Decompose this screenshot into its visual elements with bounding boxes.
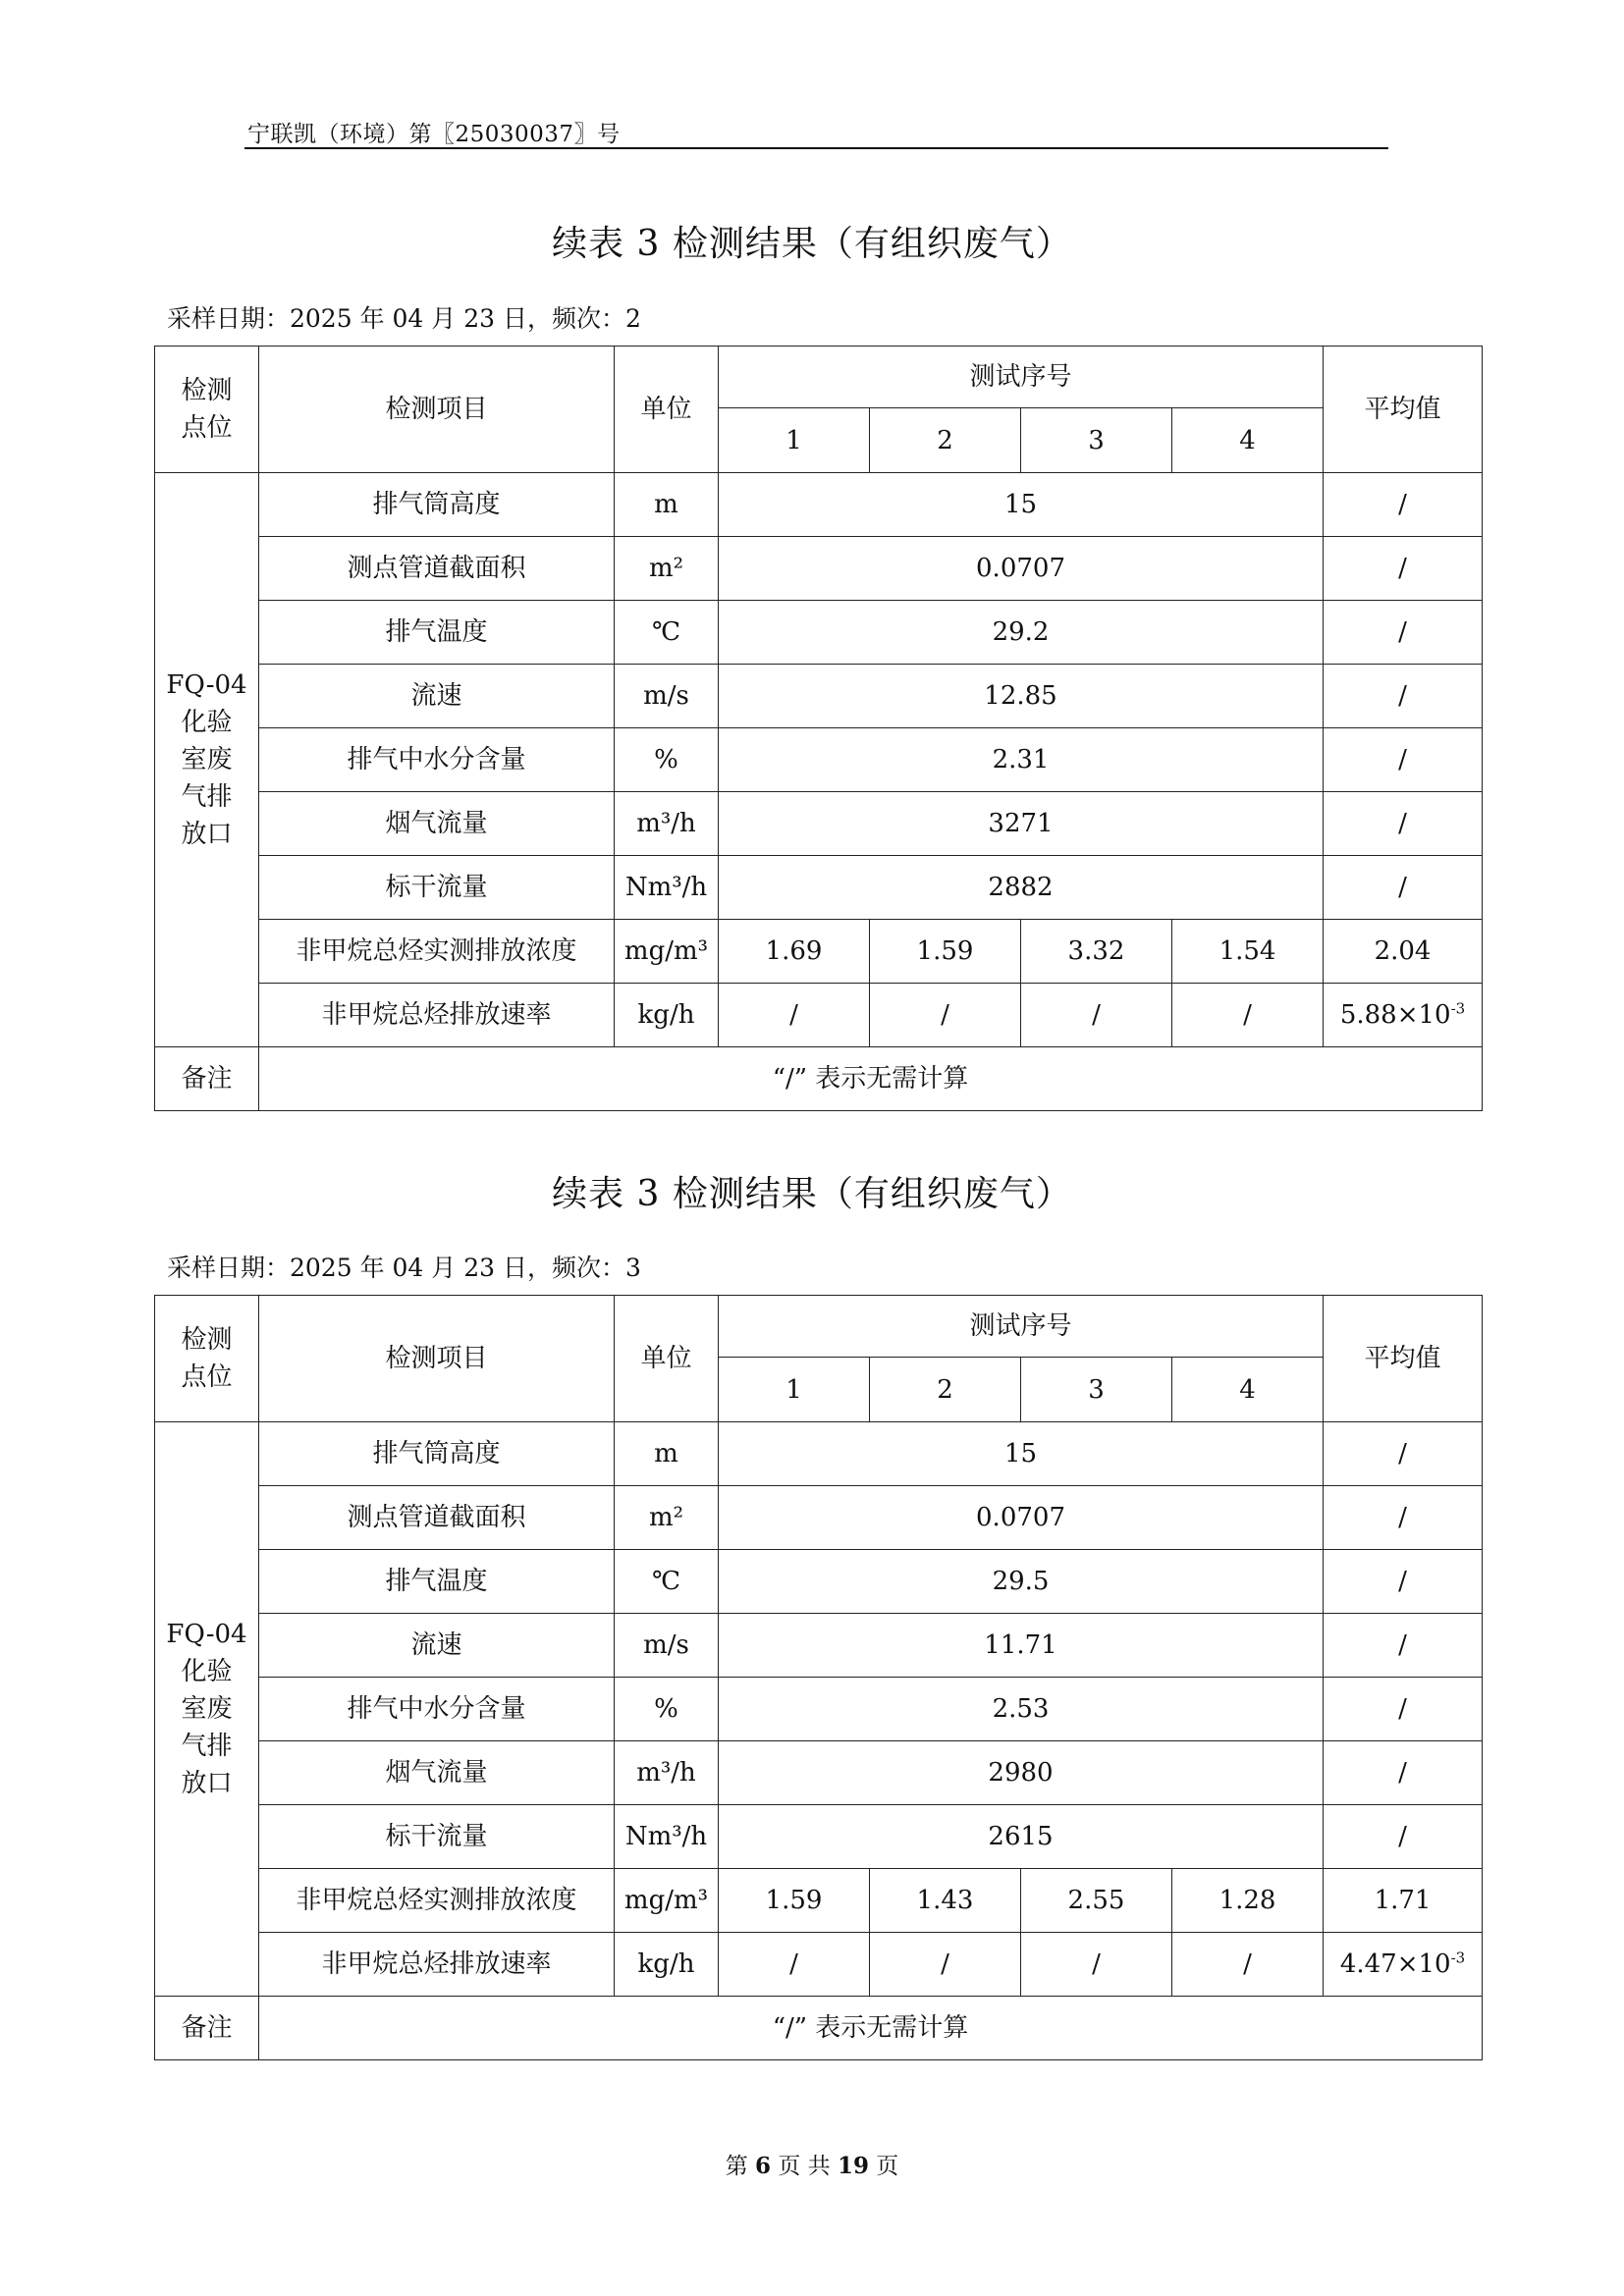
value: / [1172,1933,1324,1997]
average: / [1324,665,1483,728]
total-pages: 19 [837,2153,869,2179]
unit: ℃ [615,1550,719,1614]
table-row [155,920,1483,984]
average: / [1324,856,1483,920]
unit: m [615,1422,719,1486]
results-table-2 [154,1295,1483,2060]
test-number: 1 [719,408,870,473]
footer-middle: 页 共 [778,2154,831,2179]
footer-suffix: 页 [876,2154,899,2179]
table-row [155,1422,1483,1486]
table-row [155,984,1483,1047]
unit: kg/h [615,984,719,1047]
average: / [1324,601,1483,665]
value: / [719,1933,870,1997]
page-footer [0,2148,1624,2180]
average: / [1324,537,1483,601]
col-header-unit: 单位 [615,1296,719,1422]
average: / [1324,1486,1483,1550]
value: 2.55 [1021,1869,1172,1933]
average: / [1324,728,1483,792]
value: 2882 [719,856,1324,920]
table-row [155,1678,1483,1741]
unit: ℃ [615,601,719,665]
unit: m² [615,1486,719,1550]
item-name: 测点管道截面积 [259,537,615,601]
unit: mg/m³ [615,920,719,984]
average-mantissa: 5.88×10 [1339,1000,1451,1030]
value: / [1021,1933,1172,1997]
sampling-point: FQ-04 化验 室废 气排 放口 [155,473,259,1047]
average: / [1324,1614,1483,1678]
item-name: 排气筒高度 [259,473,615,537]
test-number: 2 [870,1358,1021,1422]
col-header-item: 检测项目 [259,1296,615,1422]
item-name: 流速 [259,1614,615,1678]
item-name: 流速 [259,665,615,728]
table-row [155,1933,1483,1997]
test-number: 4 [1172,408,1324,473]
header-rule [244,147,1388,149]
remark-label: 备注 [155,1047,259,1111]
col-header-item: 检测项目 [259,347,615,473]
value: / [1021,984,1172,1047]
table-row [155,601,1483,665]
average [1324,984,1483,1047]
col-header-average: 平均值 [1324,1296,1483,1422]
average [1324,1933,1483,1997]
results-table-1 [154,346,1483,1111]
value: / [1172,984,1324,1047]
test-number: 1 [719,1358,870,1422]
sampling-point: FQ-04 化验 室废 气排 放口 [155,1422,259,1997]
average: / [1324,1741,1483,1805]
remark-row [155,1047,1483,1111]
sample-info-1: 采样日期：2025 年 04 月 23 日，频次：2 [167,304,641,333]
unit: Nm³/h [615,856,719,920]
value: 15 [719,473,1324,537]
table-row [155,856,1483,920]
report-number: 宁联凯（环境）第〖25030037〗号 [247,122,621,147]
unit: m [615,473,719,537]
value: 2615 [719,1805,1324,1869]
page-number: 6 [755,2153,772,2179]
value: 3.32 [1021,920,1172,984]
value: 1.43 [870,1869,1021,1933]
value: 1.54 [1172,920,1324,984]
average: 1.71 [1324,1869,1483,1933]
unit: mg/m³ [615,1869,719,1933]
average: / [1324,1805,1483,1869]
footer-prefix: 第 [725,2154,748,2179]
unit: m³/h [615,1741,719,1805]
value: 1.59 [870,920,1021,984]
col-header-average: 平均值 [1324,347,1483,473]
average-exponent: -3 [1450,999,1466,1018]
unit: kg/h [615,1933,719,1997]
item-name: 排气中水分含量 [259,1678,615,1741]
value: 12.85 [719,665,1324,728]
value: / [719,984,870,1047]
value: / [870,1933,1021,1997]
average: / [1324,1678,1483,1741]
average: / [1324,473,1483,537]
remark-text: “/” 表示无需计算 [259,1997,1483,2060]
value: 2.53 [719,1678,1324,1741]
table-row [155,728,1483,792]
value: 1.28 [1172,1869,1324,1933]
table-row [155,1550,1483,1614]
value: 29.5 [719,1550,1324,1614]
col-header-unit: 单位 [615,347,719,473]
table-row [155,1805,1483,1869]
value: 2.31 [719,728,1324,792]
table-row [155,792,1483,856]
item-name: 排气中水分含量 [259,728,615,792]
table-row [155,537,1483,601]
item-name: 烟气流量 [259,792,615,856]
item-name: 测点管道截面积 [259,1486,615,1550]
average: / [1324,1550,1483,1614]
col-header-tests: 测试序号 [719,1296,1324,1358]
item-name: 标干流量 [259,856,615,920]
test-number: 3 [1021,408,1172,473]
value: 15 [719,1422,1324,1486]
col-header-point: 检测 点位 [155,1296,259,1422]
value: / [870,984,1021,1047]
col-header-tests: 测试序号 [719,347,1324,408]
item-name: 非甲烷总烃实测排放浓度 [259,1869,615,1933]
item-name: 非甲烷总烃排放速率 [259,984,615,1047]
table-title-2: 续表 3 检测结果（有组织废气） [552,1174,1072,1214]
average-mantissa: 4.47×10 [1339,1949,1451,1979]
item-name: 非甲烷总烃排放速率 [259,1933,615,1997]
table-title-1: 续表 3 检测结果（有组织废气） [552,224,1072,264]
value: 29.2 [719,601,1324,665]
remark-text: “/” 表示无需计算 [259,1047,1483,1111]
table-row [155,1486,1483,1550]
unit: m² [615,537,719,601]
value: 11.71 [719,1614,1324,1678]
value: 3271 [719,792,1324,856]
test-number: 3 [1021,1358,1172,1422]
value: 0.0707 [719,1486,1324,1550]
unit: % [615,1678,719,1741]
unit: Nm³/h [615,1805,719,1869]
average: 2.04 [1324,920,1483,984]
item-name: 烟气流量 [259,1741,615,1805]
table-row [155,665,1483,728]
unit: m/s [615,665,719,728]
unit: % [615,728,719,792]
test-number: 4 [1172,1358,1324,1422]
table-row [155,473,1483,537]
table-row [155,1741,1483,1805]
value: 1.69 [719,920,870,984]
unit: m³/h [615,792,719,856]
item-name: 非甲烷总烃实测排放浓度 [259,920,615,984]
sample-info-2: 采样日期：2025 年 04 月 23 日，频次：3 [167,1254,641,1282]
table-row [155,1869,1483,1933]
remark-label: 备注 [155,1997,259,2060]
col-header-point: 检测 点位 [155,347,259,473]
table-row [155,1614,1483,1678]
item-name: 排气温度 [259,601,615,665]
item-name: 排气筒高度 [259,1422,615,1486]
value: 2980 [719,1741,1324,1805]
unit: m/s [615,1614,719,1678]
average: / [1324,1422,1483,1486]
average-exponent: -3 [1450,1949,1466,1967]
item-name: 标干流量 [259,1805,615,1869]
remark-row [155,1997,1483,2060]
value: 1.59 [719,1869,870,1933]
item-name: 排气温度 [259,1550,615,1614]
value: 0.0707 [719,537,1324,601]
average: / [1324,792,1483,856]
test-number: 2 [870,408,1021,473]
